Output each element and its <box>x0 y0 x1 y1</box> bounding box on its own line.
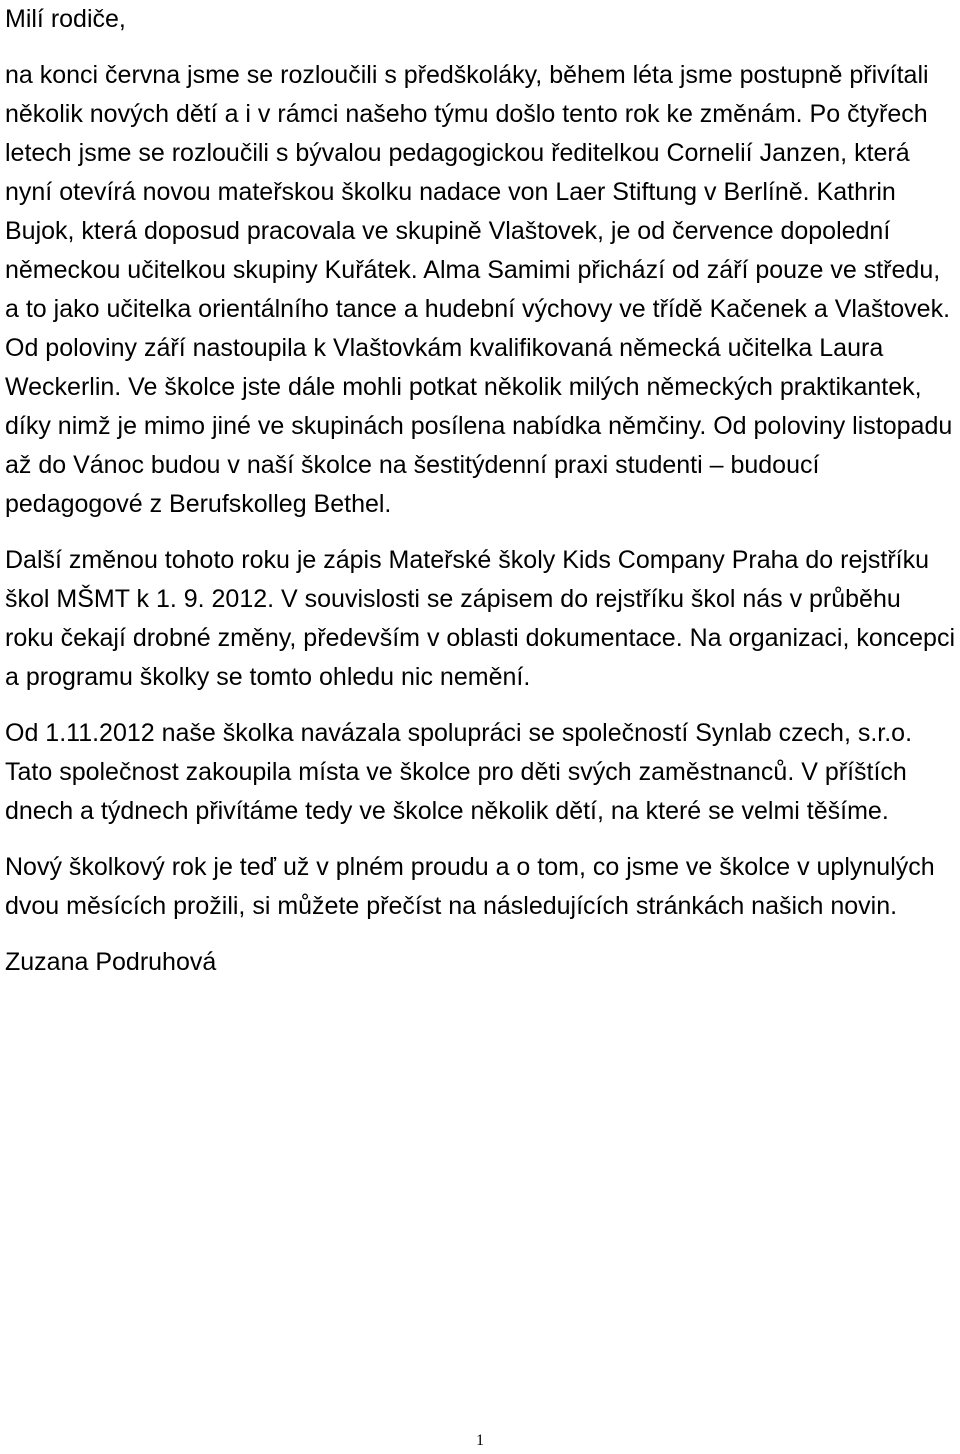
letter-greeting: Milí rodiče, <box>5 5 126 33</box>
paragraph-synlab-cooperation: Od 1.11.2012 naše školka navázala spolupráci se společností Synlab czech, s.r.o. Tato společnost zakoupila místa ve školce pro děti svých zaměstnanců. V příštích dnech a týdnech přivítáme tedy ve školce několik dětí, na které se velmi těšíme. <box>5 719 913 825</box>
paragraph-school-year: Nový školkový rok je teď už v plném proudu a o tom, co jsme ve školce v uplynulých dvou měsících prožili, si můžete přečíst na následujících stránkách našich novin. <box>5 853 935 920</box>
letter-signature: Zuzana Podruhová <box>5 948 217 976</box>
paragraph-school-registry: Další změnou tohoto roku je zápis Mateřské školy Kids Company Praha do rejstříku škol MŠMT k 1. 9. 2012. V souvislosti se zápisem do rejstříku škol nás v průběhu roku čekají drobné změny, především v oblasti dokumentace. Na organizaci, koncepci a programu školky se tomto ohledu nic nemění. <box>5 546 956 691</box>
paragraph-staff-changes: na konci června jsme se rozloučili s předškoláky, během léta jsme postupně přivítali několik nových dětí a i v rámci našeho týmu došlo tento rok ke změnám. Po čtyřech letech jsme se rozloučili s bývalou pedagogickou ředitelkou Cornelií Janzen, která nyní otevírá novou mateřskou školku nadace von Laer Stiftung v Berlíně. Kathrin Bujok, která doposud pracovala ve skupině Vlaštovek, je od července dopolední německou učitelkou skupiny Kuřátek. Alma Samimi přichází od září pouze ve středu, a to jako učitelka orientálního tance a hudební výchovy ve třídě Kačenek a Vlaštovek. Od poloviny září nastoupila k Vlaštovkám kvalifikovaná německá učitelka Laura Weckerlin. Ve školce jste dále mohli potkat několik milých německých praktikantek, díky nimž je mimo jiné ve skupinách posílena nabídka němčiny. Od poloviny listopadu až do Vánoc budou v naší školce na šestitýdenní praxi studenti – budoucí pedagogové z Berufskolleg Bethel. <box>5 61 953 518</box>
letter-body <box>5 0 955 982</box>
page-number: 1 <box>476 1432 484 1449</box>
